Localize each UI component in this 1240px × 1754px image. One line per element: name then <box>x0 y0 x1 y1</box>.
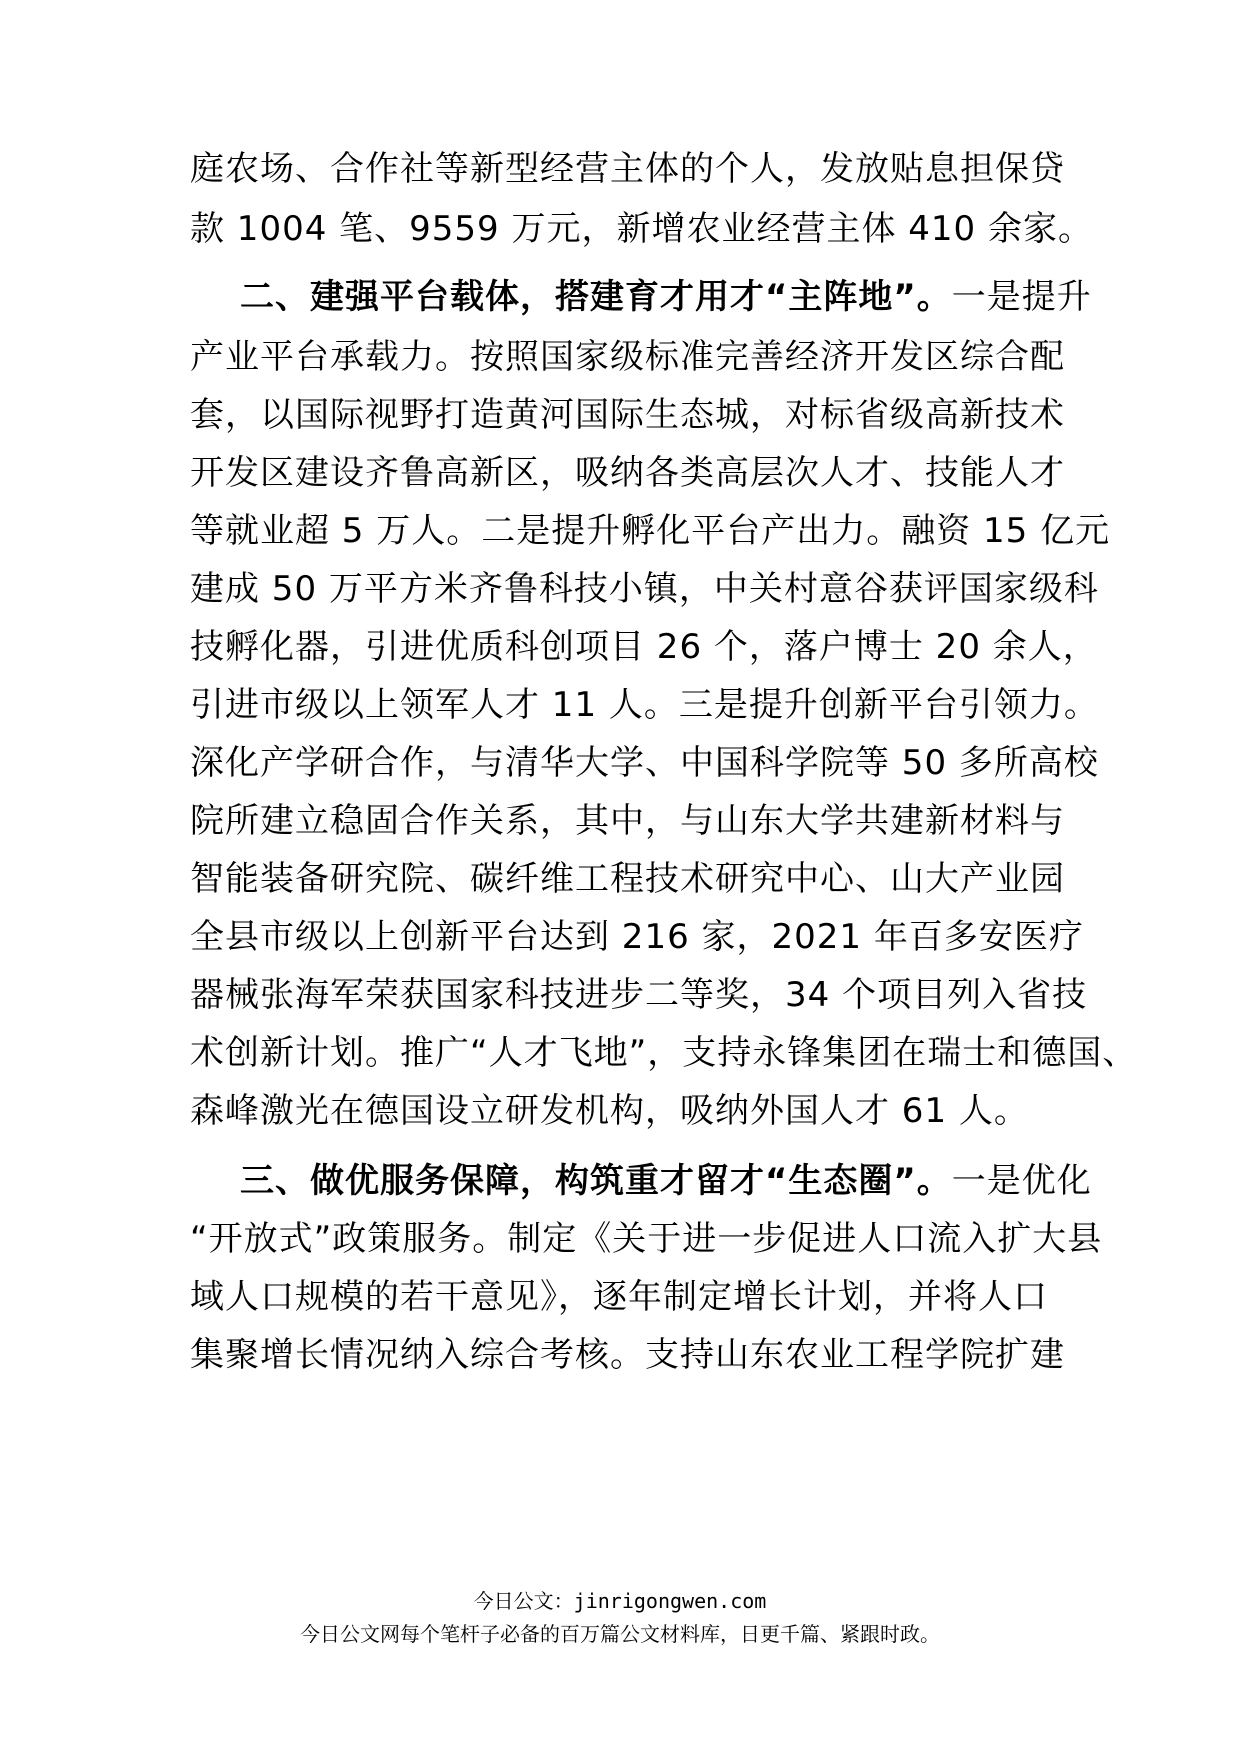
section-2-first-line-rest: 一是提升 <box>951 277 1092 317</box>
paragraph-2-line: 产业平台承载力。按照国家级标准完善经济开发区综合配 <box>190 337 1065 377</box>
paragraph-2-line: 森峰激光在德国设立研发机构，吸纳外国人才 61 人。 <box>190 1091 1029 1131</box>
section-3-first-line-rest: 一是优化 <box>951 1161 1092 1201</box>
section-2-heading: 二、建强平台载体，搭建育才用才“主阵地”。 <box>240 277 952 317</box>
paragraph-2-line: 建成 50 万平方米齐鲁科技小镇，中关村意谷获评国家级科 <box>190 569 1099 609</box>
footer-slogan: 今日公文网每个笔杆子必备的百万篇公文材料库，日更千篇、紧跟时政。 <box>300 1622 940 1646</box>
paragraph-2-line: 器械张海军荣获国家科技进步二等奖，34 个项目列入省技 <box>190 975 1088 1015</box>
paragraph-2-line: 智能装备研究院、碳纤维工程技术研究中心、山大产业园 <box>190 859 1065 899</box>
paragraph-2-line: 全县市级以上创新平台达到 216 家，2021 年百多安医疗 <box>190 917 1084 957</box>
paragraph-2-line: 深化产学研合作，与清华大学、中国科学院等 50 多所高校 <box>190 743 1099 783</box>
paragraph-3-first-line <box>240 1149 1120 1213</box>
paragraph-2-line: 等就业超 5 万人。二是提升孵化平台产出力。融资 15 亿元 <box>190 511 1111 551</box>
paragraph-3-line: 集聚增长情况纳入综合考核。支持山东农业工程学院扩建 <box>190 1335 1065 1375</box>
paragraph-2-line: 院所建立稳固合作关系，其中，与山东大学共建新材料与 <box>190 801 1065 841</box>
paragraph-2-line: 引进市级以上领军人才 11 人。三是提升创新平台引领力。 <box>190 685 1099 725</box>
paragraph-2-line: 技孵化器，引进优质科创项目 26 个，落户博士 20 余人， <box>190 627 1098 667</box>
footer-source-line <box>0 1588 1240 1614</box>
section-3-heading: 三、做优服务保障，构筑重才留才“生态圈”。 <box>240 1161 952 1201</box>
paragraph-2-line: 套，以国际视野打造黄河国际生态城，对标省级高新技术 <box>190 395 1065 435</box>
paragraph-3-line: “开放式”政策服务。制定《关于进一步促进人口流入扩大县 <box>190 1219 1103 1259</box>
paragraph-1-line-2: 款 1004 笔、9559 万元，新增农业经营主体 410 余家。 <box>190 209 1093 249</box>
footer-url-link[interactable]: jinrigongwen.com <box>573 1589 767 1613</box>
paragraph-2-line: 术创新计划。推广“人才飞地”，支持永锋集团在瑞士和德国、 <box>190 1033 1138 1073</box>
footer-prefix: 今日公文： <box>473 1589 574 1613</box>
paragraph-2-line: 开发区建设齐鲁高新区，吸纳各类高层次人才、技能人才 <box>190 453 1065 493</box>
paragraph-1-line-1: 庭农场、合作社等新型经营主体的个人，发放贴息担保贷 <box>190 149 1065 189</box>
paragraph-3-line: 域人口规模的若干意见》，逐年制定增长计划，并将人口 <box>190 1277 1048 1317</box>
paragraph-2-first-line <box>240 265 1120 329</box>
